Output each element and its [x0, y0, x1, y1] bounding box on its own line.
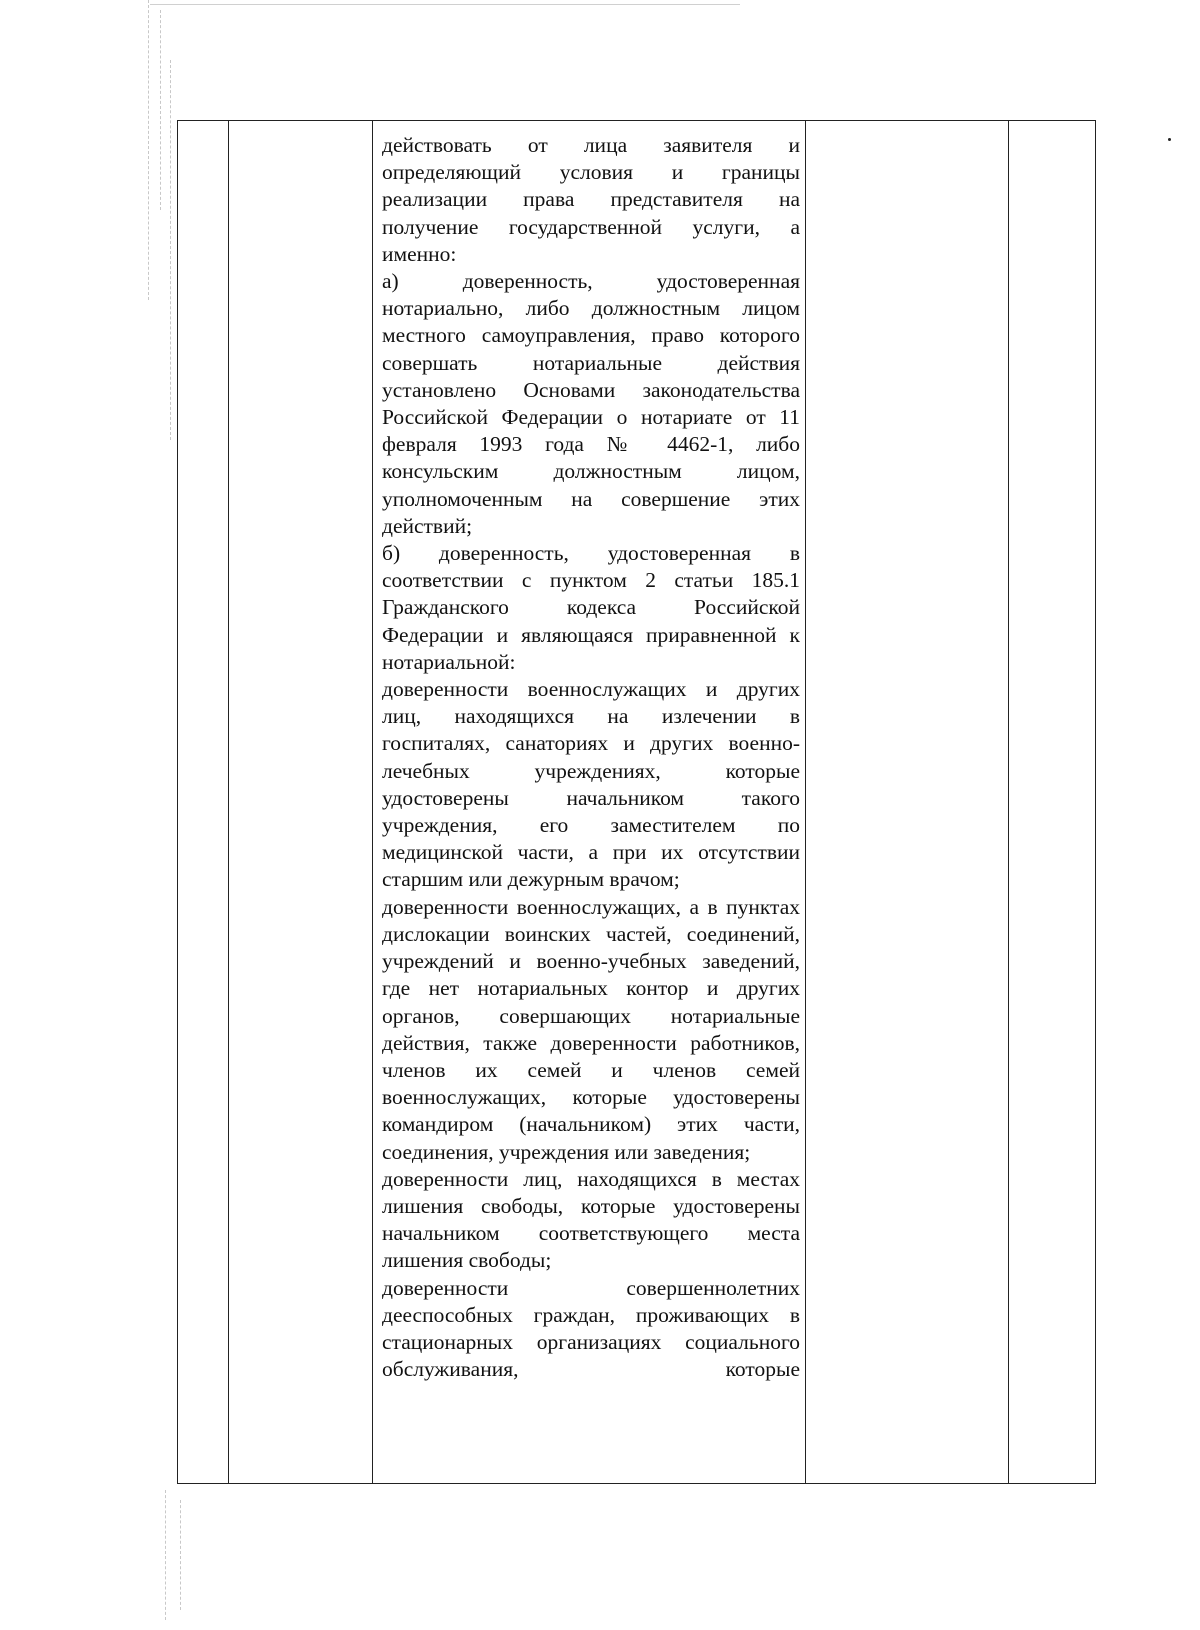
table-column-divider: [1008, 121, 1009, 1483]
paragraph-item-a: а) доверенность, удостоверенная нотариально, либо должностным лицом местного самоуправления, право которого совершать нотариальные действия установлено Основами законодательства Российской Федерации о нотариате от 11 февраля 1993 года № 4462-1, либо консульским должностным лицом, уполномоченным на совершение этих действий;: [382, 269, 800, 538]
scan-artifact-line: [165, 1490, 166, 1620]
paragraph-military-units: доверенности военнослужащих, а в пунктах дислокации воинских частей, соединений, учреждений и военно-учебных заведений, где нет нотариальных контор и других органов, совершающих нотариальные действия, также доверенности работников, членов их семей и членов семей военнослужащих, которые удостоверены командиром (начальником) этих части, соединения, учреждения или заведения;: [382, 894, 800, 1164]
table-column-divider: [805, 121, 806, 1483]
table-column-divider: [228, 121, 229, 1483]
scan-dust-dot: [1168, 138, 1171, 141]
paragraph-social-institutions: доверенности совершеннолетних дееспособных граждан, проживающих в стационарных организациях социального обслуживания, которые: [382, 1275, 800, 1382]
scan-artifact-line: [180, 1500, 181, 1610]
scan-artifact-line: [170, 60, 171, 440]
table-cell-text: [382, 132, 800, 1383]
paragraph-detention: доверенности лиц, находящихся в местах лишения свободы, которые удостоверены начальником соответствующего места лишения свободы;: [382, 1166, 800, 1273]
scan-artifact-line: [160, 10, 161, 210]
paragraph-intro: действовать от лица заявителя и определяющий условия и границы реализации права представителя на получение государственной услуги, а именно:: [382, 133, 800, 266]
paragraph-item-b: б) доверенность, удостоверенная в соответствии с пунктом 2 статьи 185.1 Гражданского кодекса Российской Федерации и являющаяся приравненной к нотариальной:: [382, 541, 800, 674]
paragraph-military-hospitals: доверенности военнослужащих и других лиц, находящихся на излечении в госпиталях, санаториях и других военно-лечебных учреждениях, которые удостоверены начальником такого учреждения, его заместителем по медицинской части, а при их отсутствии старшим или дежурным врачом;: [382, 677, 800, 892]
scan-edge-line: [150, 4, 740, 5]
scan-artifact-line: [148, 0, 149, 300]
table-column-divider: [372, 121, 373, 1483]
